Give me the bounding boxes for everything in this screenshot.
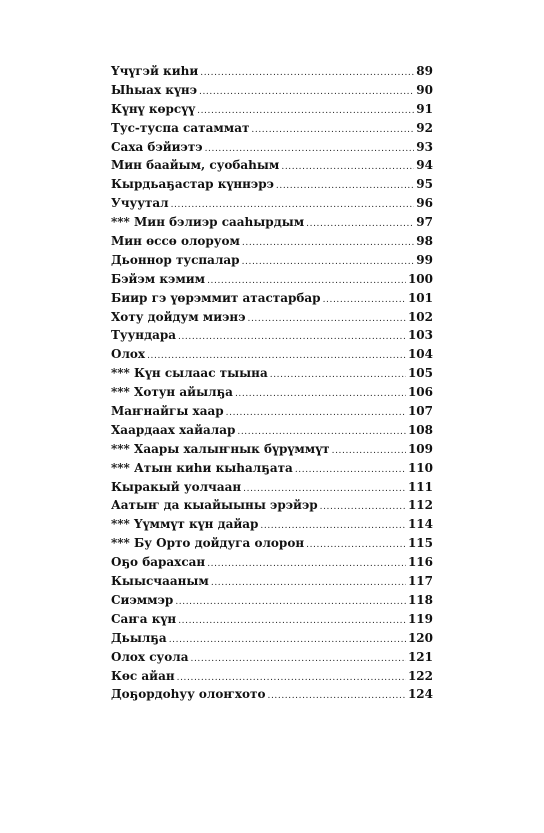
toc-entry-page-number: 92 xyxy=(416,120,433,135)
toc-entry xyxy=(111,591,433,610)
toc-entry-page-number: 105 xyxy=(407,366,433,381)
toc-entry xyxy=(111,383,433,402)
toc-entry-page-number: 112 xyxy=(407,498,433,513)
toc-entry xyxy=(111,648,433,667)
dot-leader xyxy=(200,64,414,83)
toc-entry-page-number: 97 xyxy=(416,215,433,230)
toc-entry-title: Аатыҥ да кыайыыны эрэйэр xyxy=(111,498,318,513)
dot-leader xyxy=(251,121,414,140)
toc-entry-page-number: 110 xyxy=(407,460,433,475)
toc-entry-title: Ыһыах күнэ xyxy=(111,82,198,97)
dot-leader xyxy=(248,310,406,329)
dot-leader xyxy=(178,328,406,347)
dot-leader xyxy=(199,83,414,102)
dot-leader xyxy=(306,536,406,555)
toc-entry-page-number: 99 xyxy=(416,252,433,267)
toc-entry xyxy=(111,175,433,194)
toc-entry-page-number: 109 xyxy=(407,441,433,456)
dot-leader xyxy=(270,366,406,385)
toc-entry xyxy=(111,213,433,232)
toc-entry-title: Доҕордоһуу олоҥхото xyxy=(111,687,266,702)
dot-leader xyxy=(211,574,406,593)
toc-entry-page-number: 108 xyxy=(407,422,433,437)
toc-entry xyxy=(111,610,433,629)
toc-entry-page-number: 124 xyxy=(407,687,433,702)
toc-entry xyxy=(111,194,433,213)
toc-entry-page-number: 96 xyxy=(416,196,433,211)
toc-entry-page-number: 116 xyxy=(407,555,433,570)
toc-entry-title: Бэйэм кэмим xyxy=(111,271,206,286)
toc-entry xyxy=(111,270,433,289)
toc-entry-title: Олох суола xyxy=(111,649,189,664)
toc-entry xyxy=(111,308,433,327)
toc-entry xyxy=(111,156,433,175)
toc-entry-title: Олох xyxy=(111,347,146,362)
dot-leader xyxy=(320,498,406,517)
toc-entry xyxy=(111,138,433,157)
toc-entry xyxy=(111,100,433,119)
dot-leader xyxy=(281,158,414,177)
toc-entry-page-number: 122 xyxy=(407,668,433,683)
toc-entry-page-number: 106 xyxy=(407,385,433,400)
toc-entry-title: Саха бэйиэтэ xyxy=(111,139,203,154)
toc-entry-page-number: 104 xyxy=(407,347,433,362)
toc-entry-title: Учуутал xyxy=(111,196,169,211)
toc-entry xyxy=(111,119,433,138)
toc-entry-title: Кыысчааным xyxy=(111,574,209,589)
dot-leader xyxy=(175,593,406,612)
toc-entry-title: Хаардаах хайалар xyxy=(111,422,236,437)
toc-entry xyxy=(111,81,433,100)
toc-entry-title: Кыракый уолчаан xyxy=(111,479,242,494)
toc-entry-page-number: 94 xyxy=(416,158,433,173)
toc-entry-title: Хоту дойдум миэнэ xyxy=(111,309,246,324)
dot-leader xyxy=(242,253,415,272)
toc-entry xyxy=(111,326,433,345)
toc-entry-page-number: 119 xyxy=(407,611,433,626)
dot-leader xyxy=(226,404,406,423)
dot-leader xyxy=(169,631,406,650)
toc-entry-title: *** Мин бэлиэр сааһырдым xyxy=(111,215,305,230)
toc-entry-title: Мин баайым, суобаһым xyxy=(111,158,280,173)
toc-entry xyxy=(111,232,433,251)
toc-entry-page-number: 118 xyxy=(407,592,433,607)
toc-entry-title: Маҥнайгы хаар xyxy=(111,404,224,419)
toc-entry xyxy=(111,496,433,515)
dot-leader xyxy=(332,442,406,461)
toc-entry-page-number: 115 xyxy=(407,536,433,551)
toc-entry xyxy=(111,440,433,459)
toc-entry-page-number: 121 xyxy=(407,649,433,664)
toc-entry-title: *** Атын киһи кыһалҕата xyxy=(111,460,293,475)
toc-entry-title: Үчүгэй киһи xyxy=(111,64,199,78)
dot-leader xyxy=(235,385,406,404)
toc-entry xyxy=(111,553,433,572)
toc-entry xyxy=(111,289,433,308)
toc-entry-page-number: 111 xyxy=(407,479,433,494)
toc-entry xyxy=(111,421,433,440)
toc-entry-page-number: 107 xyxy=(407,404,433,419)
toc-entry xyxy=(111,667,433,686)
toc-entry-title: Саҥа күн xyxy=(111,611,177,626)
toc-entry-title: *** Хотун айылҕа xyxy=(111,385,233,400)
toc-entry xyxy=(111,364,433,383)
toc-entry-page-number: 91 xyxy=(416,101,433,116)
toc-entry-title: Оҕо барахсан xyxy=(111,555,206,570)
toc-entry-title: Туундара xyxy=(111,328,177,343)
toc-entry-title: Кырдьаҕастар күннэрэ xyxy=(111,177,274,192)
toc-entry xyxy=(111,685,433,704)
toc-entry-page-number: 120 xyxy=(407,630,433,645)
toc-entry-page-number: 95 xyxy=(416,177,433,192)
toc-entry xyxy=(111,402,433,421)
toc-entry-title: *** Бу Орто дойдуга олорон xyxy=(111,536,305,551)
toc-entry-title: Дьоннор туспалар xyxy=(111,252,240,267)
dot-leader xyxy=(242,234,414,253)
toc-entry-title: *** Хаары халыҥнык бүрүммүт xyxy=(111,441,330,456)
dot-leader xyxy=(323,291,406,310)
toc-entry-title: *** Үүммүт күн дайар xyxy=(111,517,259,532)
dot-leader xyxy=(190,650,405,669)
dot-leader xyxy=(267,687,405,706)
toc-entry-title: Дьылҕа xyxy=(111,630,167,645)
toc-entry-page-number: 117 xyxy=(407,574,433,589)
toc-entry-page-number: 102 xyxy=(407,309,433,324)
toc-entry xyxy=(111,515,433,534)
toc-entry-title: Тус-туспа сатаммат xyxy=(111,120,250,135)
toc-entry xyxy=(111,62,433,81)
toc-entry-page-number: 100 xyxy=(407,271,433,286)
toc-entry-title: Күнү көрсүү xyxy=(111,101,196,116)
toc-entry-page-number: 98 xyxy=(416,234,433,249)
toc-entry xyxy=(111,459,433,478)
dot-leader xyxy=(276,177,414,196)
toc-entry-page-number: 90 xyxy=(416,82,433,97)
toc-entry xyxy=(111,572,433,591)
toc-entry xyxy=(111,345,433,364)
toc-entry-title: Сиэммэр xyxy=(111,592,174,607)
toc-entry xyxy=(111,478,433,497)
toc-entry xyxy=(111,534,433,553)
toc-entry-page-number: 114 xyxy=(407,517,433,532)
toc-entry-page-number: 93 xyxy=(416,139,433,154)
toc-entry-title: *** Күн сылаас тыына xyxy=(111,366,268,381)
toc-entry xyxy=(111,251,433,270)
toc-entry-page-number: 101 xyxy=(407,290,433,305)
toc-entry-page-number: 89 xyxy=(416,64,433,78)
dot-leader xyxy=(306,215,414,234)
table-of-contents xyxy=(111,62,433,704)
toc-entry-title: Мин өссө олоруом xyxy=(111,234,240,249)
toc-entry-title: Көс айан xyxy=(111,668,175,683)
dot-leader xyxy=(178,612,406,631)
dot-leader xyxy=(207,555,406,574)
toc-entry xyxy=(111,629,433,648)
toc-entry-title: Биир гэ үөрэммит атастарбар xyxy=(111,290,321,305)
toc-entry-page-number: 103 xyxy=(407,328,433,343)
dot-leader xyxy=(295,461,406,480)
